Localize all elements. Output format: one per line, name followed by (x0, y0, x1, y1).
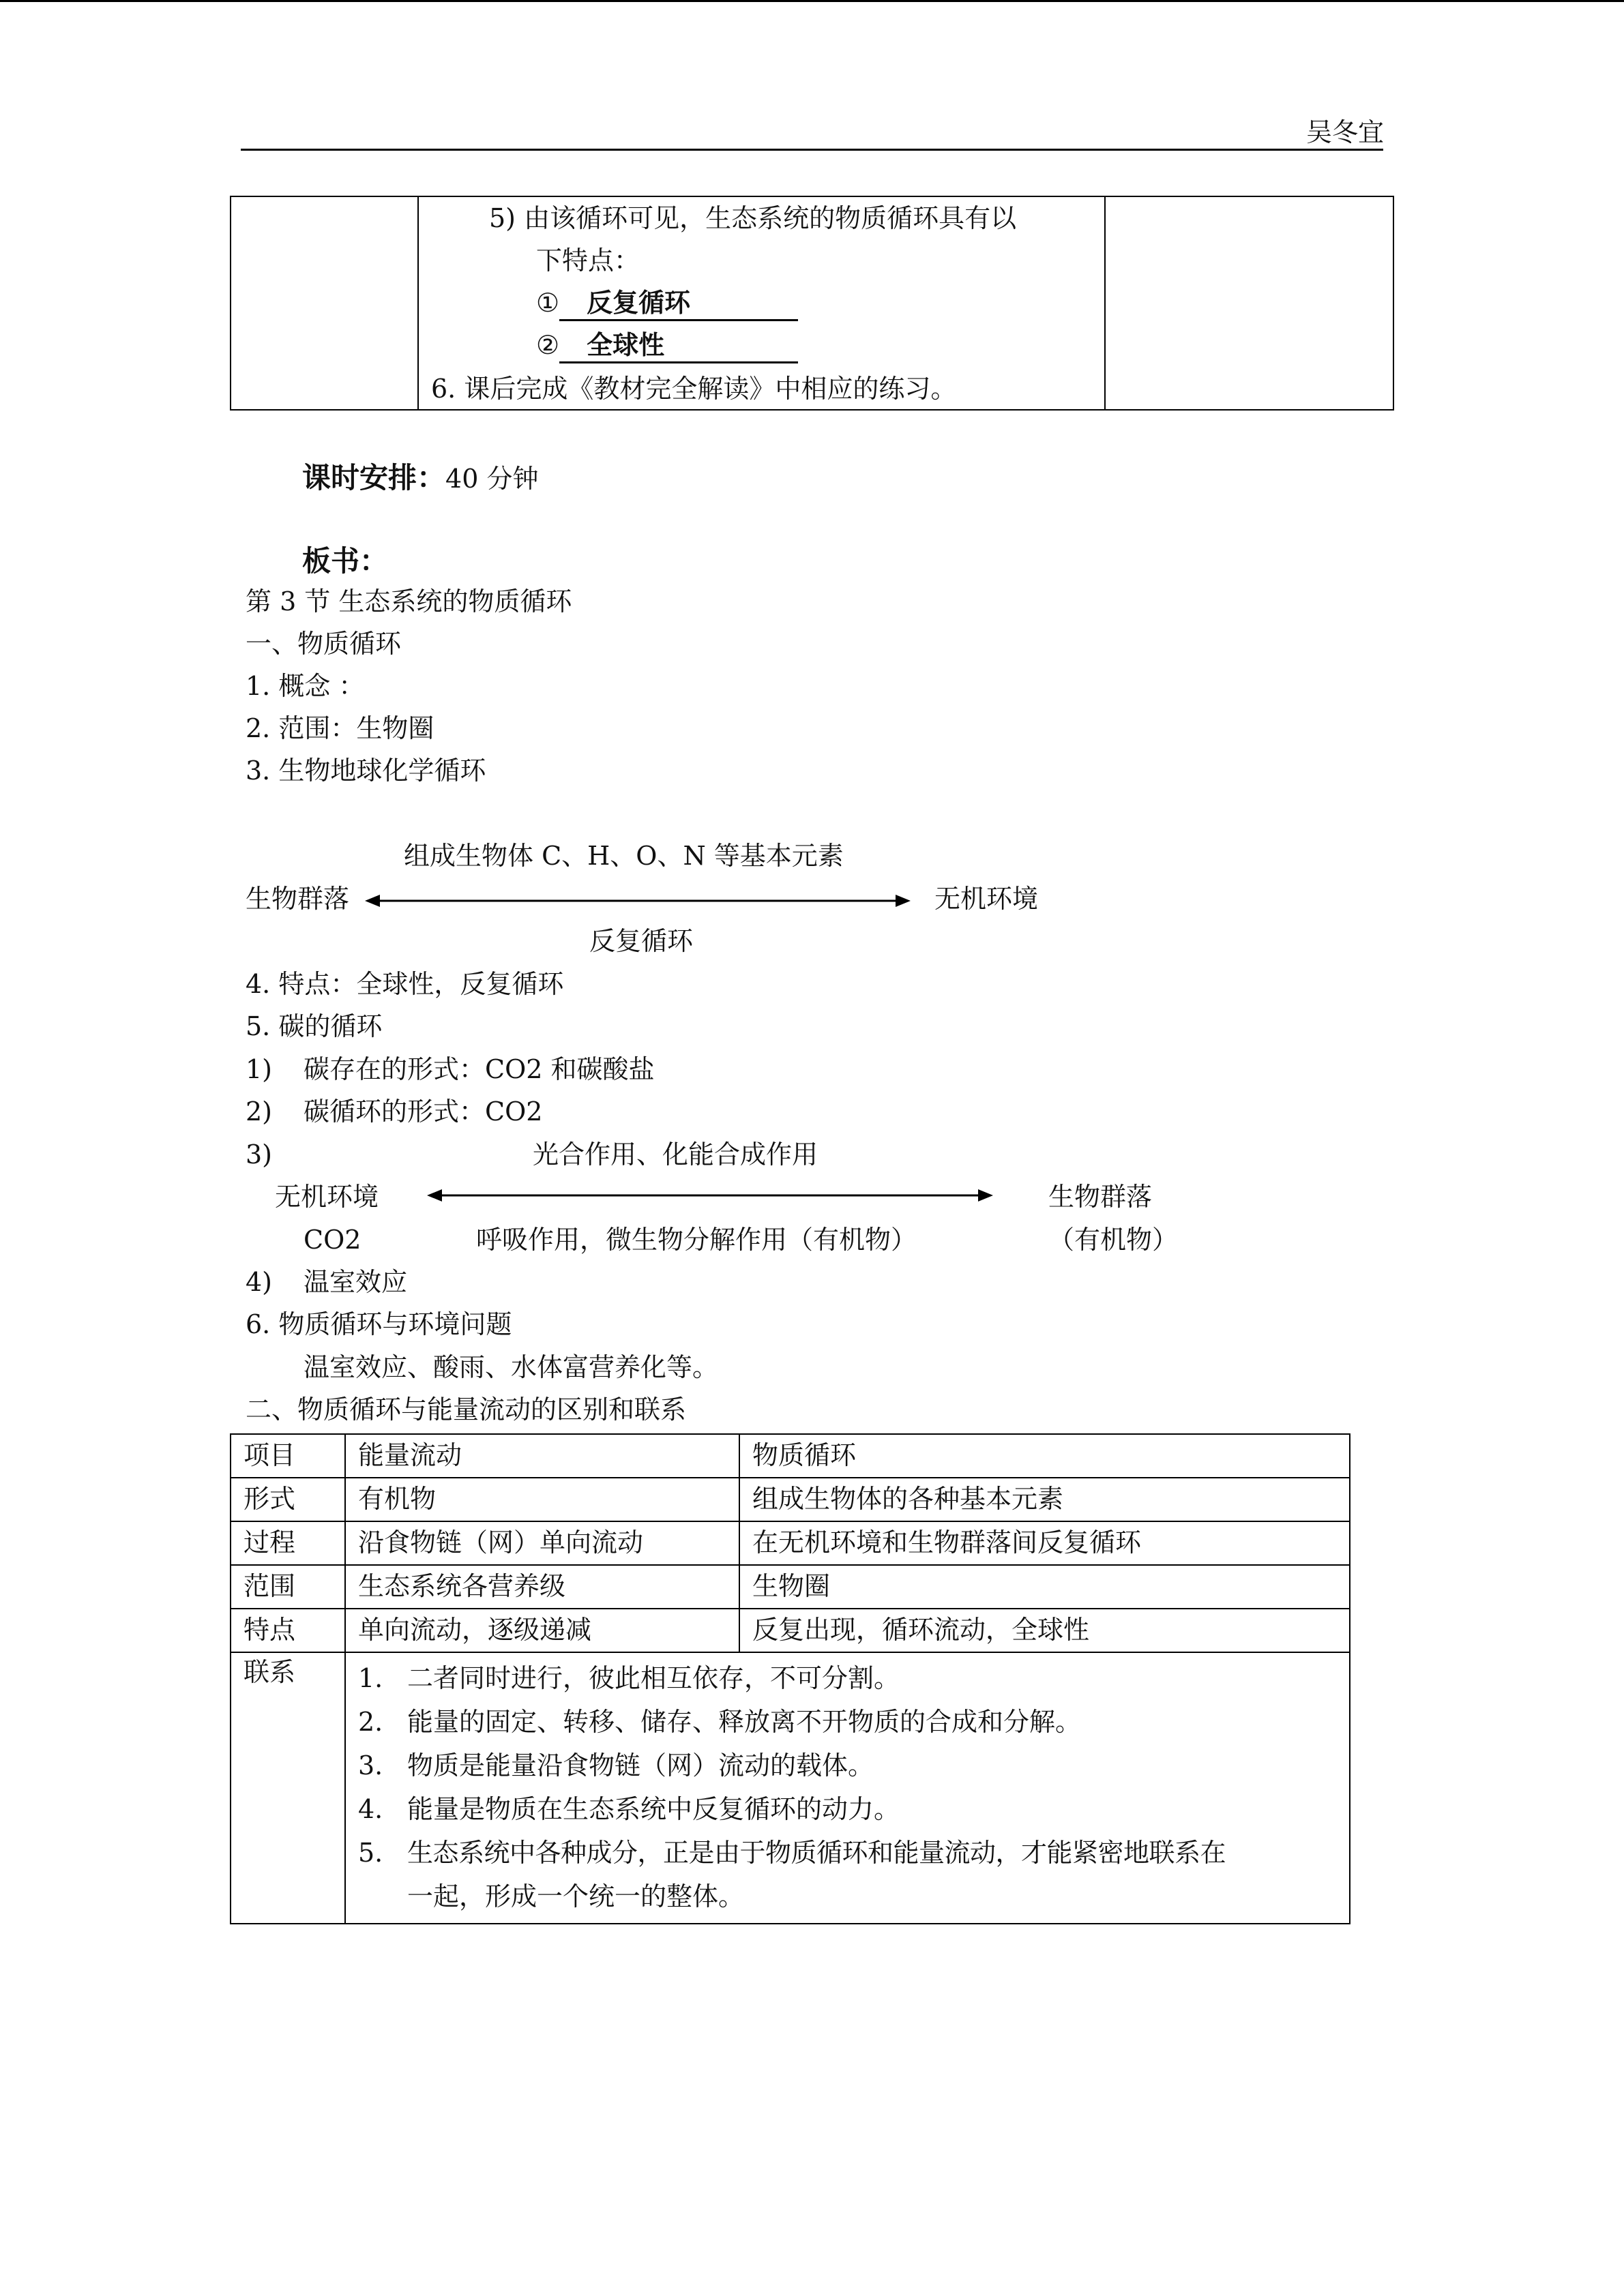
section-title: 第 3 节 生态系统的物质循环 (246, 586, 572, 616)
sub-item-2 (246, 1097, 542, 1128)
table-cell: 单向流动，逐级递减 (345, 1609, 739, 1652)
list-item (358, 1657, 1337, 1701)
sub-item-1-text: 碳存在的形式：CO2 和碳酸盐 (304, 1054, 655, 1084)
table-cell: 在无机环境和生物群落间反复循环 (739, 1521, 1350, 1565)
relation-text: 物质是能量沿食物链（网）流动的载体。 (407, 1750, 874, 1781)
relation-text: 能量的固定、转移、储存、释放离不开物质的合成和分解。 (407, 1707, 1082, 1738)
sub-item-1-num: 1) (246, 1054, 273, 1084)
part1-title: 一、物质循环 (246, 629, 402, 659)
table-cell: 反复出现，循环流动，全球性 (739, 1609, 1350, 1652)
relation-text: 二者同时进行，彼此相互依存，不可分割。 (407, 1663, 900, 1694)
relation-text: 能量是物质在生态系统中反复循环的动力。 (407, 1794, 900, 1825)
diagram1-right: 无机环境 (934, 884, 1039, 914)
step6: 6. 课后完成《教材完全解读》中相应的练习。 (431, 374, 957, 404)
relation-text: 一起，形成一个统一的整体。 (407, 1881, 745, 1912)
relation-text: 生态系统中各种成分，正是由于物质循环和能量流动，才能紧密地联系在 (407, 1838, 1226, 1868)
diagram1-top-label: 组成生物体 C、H、O、N 等基本元素 (404, 841, 844, 871)
item-2: 2. 范围：生物圈 (246, 713, 434, 743)
diagram2-right-sub: （有机物） (1048, 1225, 1179, 1255)
sub-item-4-num: 4) (246, 1267, 273, 1297)
part2-title: 二、物质循环与能量流动的区别和联系 (246, 1395, 687, 1425)
table-row (231, 1478, 1350, 1521)
item-6-detail: 温室效应、酸雨、水体富营养化等。 (304, 1352, 719, 1382)
relation-num: 5. (358, 1838, 383, 1868)
item-4: 4. 特点：全球性，反复循环 (246, 969, 564, 999)
sub-item-2-num: 2) (246, 1097, 273, 1127)
diagram2-top-label: 光合作用、化能合成作用 (533, 1139, 818, 1169)
list-item (358, 1832, 1337, 1875)
step5-line1: 5) 由该循环可见，生态系统的物质循环具有以 (489, 203, 1017, 233)
table-cell: 特点 (231, 1609, 345, 1652)
relation-num: 3. (358, 1750, 383, 1781)
diagram1-left: 生物群落 (246, 884, 350, 914)
table-cell: 有机物 (345, 1478, 739, 1521)
board-title: 板书： (302, 544, 389, 578)
list-item (358, 1744, 1337, 1788)
diagram1-bottom-label: 反复循环 (589, 926, 694, 956)
relation-num: 1. (358, 1663, 383, 1694)
table-cell: 沿食物链（网）单向流动 (345, 1521, 739, 1565)
table-cell: 组成生物体的各种基本元素 (739, 1478, 1350, 1521)
feature-1-text: 反复循环 (559, 288, 798, 321)
schedule-line (302, 461, 538, 495)
double-arrow-icon (365, 891, 911, 911)
sub-item-1 (246, 1054, 655, 1086)
relation-list (345, 1652, 1350, 1924)
table-row (231, 1565, 1350, 1609)
list-item-continuation (358, 1875, 1337, 1919)
table-cell: 生态系统各营养级 (345, 1565, 739, 1609)
table-header-cell: 项目 (231, 1434, 345, 1478)
table-row (231, 1521, 1350, 1565)
list-item (358, 1788, 1337, 1832)
table-header-cell: 物质循环 (739, 1434, 1350, 1478)
table-cell: 范围 (231, 1565, 345, 1609)
item-5: 5. 碳的循环 (246, 1011, 383, 1041)
feature-1 (536, 288, 798, 321)
item-6: 6. 物质循环与环境问题 (246, 1309, 512, 1339)
relation-num: 4. (358, 1794, 383, 1825)
table-row (231, 1609, 1350, 1652)
diagram2-bottom-label: 呼吸作用，微生物分解作用（有机物） (476, 1225, 917, 1255)
sub-item-4-text: 温室效应 (304, 1267, 408, 1297)
sub-item-4 (246, 1267, 407, 1298)
header-rule (241, 149, 1383, 151)
feature-2-marker: ② (536, 330, 560, 360)
double-arrow-icon (427, 1185, 993, 1206)
step5-line2: 下特点： (536, 245, 640, 275)
diagram2-left-sub: CO2 (304, 1225, 361, 1255)
table-header-row (231, 1434, 1350, 1478)
feature-2 (536, 330, 798, 363)
schedule-value: 40 分钟 (445, 464, 539, 494)
table-row-relations (231, 1652, 1350, 1924)
item-1: 1. 概念 ： (246, 671, 365, 701)
table-cell: 过程 (231, 1521, 345, 1565)
relation-num: 2. (358, 1707, 383, 1738)
feature-1-marker: ① (536, 288, 560, 318)
comparison-table (230, 1433, 1350, 1924)
sub-item-3-num: 3) (246, 1139, 273, 1169)
table-cell: 形式 (231, 1478, 345, 1521)
diagram2-right: 生物群落 (1048, 1182, 1153, 1212)
table-cell: 生物圈 (739, 1565, 1350, 1609)
relation-label: 联系 (231, 1652, 345, 1924)
page-top-border (0, 0, 1624, 2)
table-header-cell: 能量流动 (345, 1434, 739, 1478)
feature-2-text: 全球性 (559, 330, 798, 363)
list-item (358, 1701, 1337, 1744)
item-3: 3. 生物地球化学循环 (246, 756, 486, 786)
diagram2-left: 无机环境 (275, 1182, 379, 1212)
header-author: 吴冬宜 (1306, 117, 1385, 147)
schedule-label: 课时安排： (302, 461, 446, 494)
sub-item-2-text: 碳循环的形式：CO2 (304, 1097, 543, 1127)
